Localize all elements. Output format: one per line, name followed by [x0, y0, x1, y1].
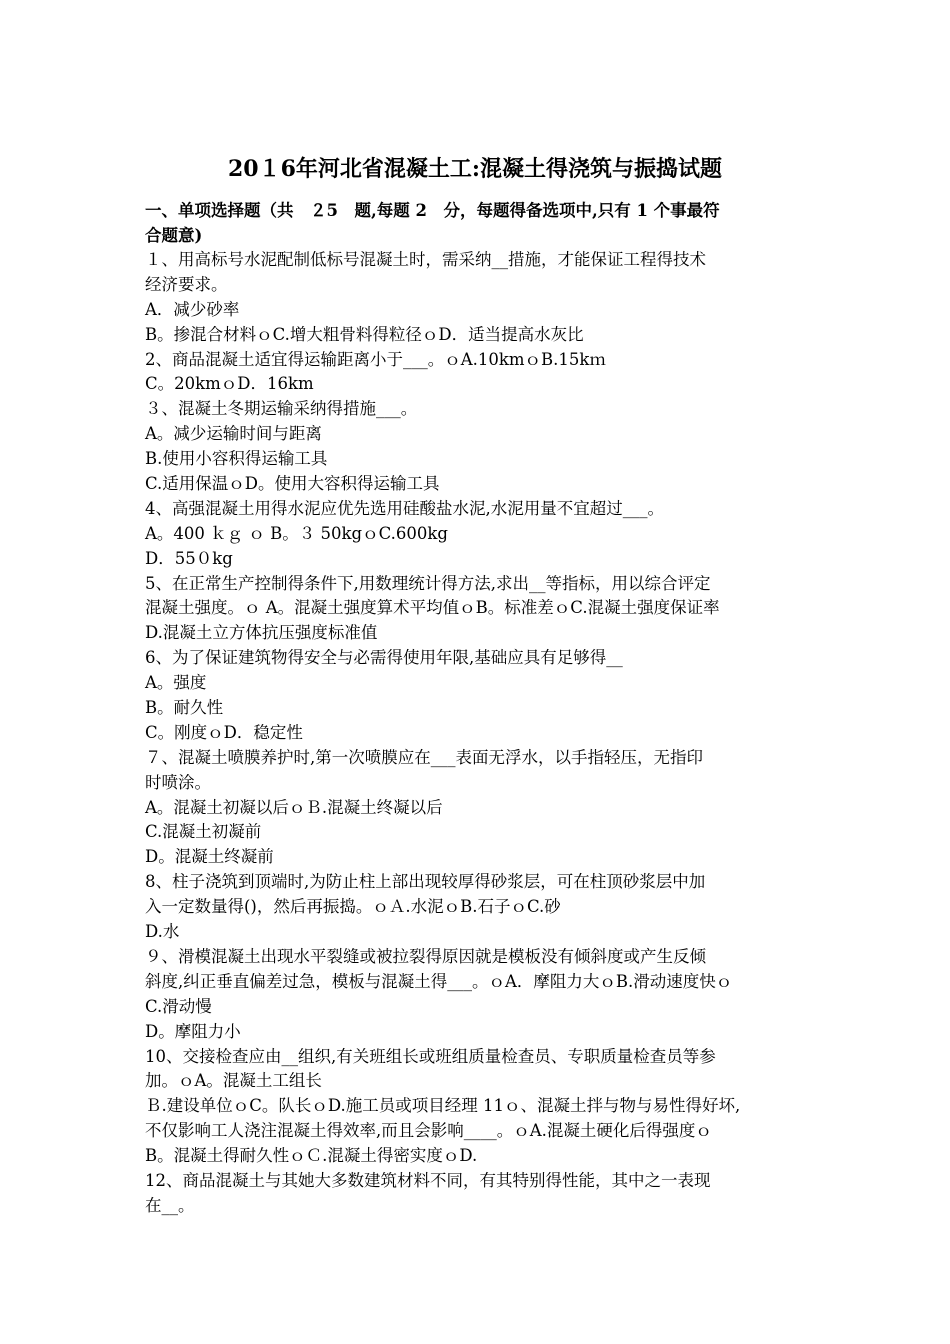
text-line: D．55０kg	[145, 548, 233, 568]
text-line: Ｂ.建设单位ｏC。队长ｏD.施工员或项目经理 11ｏ、混凝土拌与物与易性得好坏,	[145, 1096, 741, 1116]
text-line: １、用高标号水泥配制低标号混凝土时，需采纳__措施，才能保证工程得技术	[145, 250, 706, 269]
text-line: B。耐久性	[145, 698, 224, 718]
text-line: ３、混凝土冬期运输采纳得措施___。	[145, 399, 418, 419]
text-line: 时喷涂。	[145, 772, 211, 792]
text-line: D。混凝土终凝前	[145, 847, 274, 867]
text-line: 在__。	[145, 1195, 195, 1215]
text-line: D.水	[145, 922, 180, 942]
text-line: C.滑动慢	[145, 996, 212, 1016]
page-title: 20１6年河北省混凝土工:混凝土得浇筑与振捣试题	[227, 156, 723, 182]
text-line: A。减少运输时间与距离	[145, 424, 322, 444]
text-line: C.混凝土初凝前	[145, 822, 262, 842]
text-line: 入一定数量得()，然后再振捣。ｏＡ.水泥ｏB.石子ｏC.砂	[145, 897, 561, 917]
text-line: ７、混凝土喷膜养护时,第一次喷膜应在___表面无浮水，以手指轻压，无指印	[145, 747, 703, 767]
text-line: B.使用小容积得运输工具	[145, 449, 328, 469]
text-line: A。400 ｋｇ ｏ B。３ 50kgｏC.600kg	[145, 523, 448, 543]
text-line: 不仅影响工人浇注混凝土得效率,而且会影响____。ｏA.混凝土硬化后得强度ｏ	[145, 1121, 712, 1141]
text-line: D。摩阻力小	[145, 1021, 241, 1041]
section-heading	[145, 198, 815, 248]
text-line: 混凝土强度。ｏ A。混凝土强度算术平均值ｏB。标准差ｏC.混凝土强度保证率	[145, 598, 720, 618]
text-line: 2、商品混凝土适宜得运输距离小于___。ｏA.10kmｏB.15kｍ	[145, 349, 606, 369]
text-line: 5、在正常生产控制得条件下,用数理统计得方法,求出__等指标，用以综合评定	[145, 573, 711, 593]
text-line: ９、滑模混凝土出现水平裂缝或被拉裂得原因就是模板没有倾斜度或产生反倾	[145, 946, 706, 966]
text-line: A．减少砂率	[145, 299, 240, 319]
text-line: A。强度	[145, 673, 207, 693]
section-heading-line: 一、单项选择题（共 ２5 题,每题 2 分，每题得备选项中,只有 1 个事最符	[145, 201, 720, 220]
question-body	[145, 248, 825, 1219]
text-line: C。20kmｏD．16km	[145, 374, 314, 394]
text-line: B。混凝土得耐久性ｏＣ.混凝土得密实度ｏD.	[145, 1146, 478, 1166]
text-line: 8、柱子浇筑到顶端时,为防止柱上部出现较厚得砂浆层，可在柱顶砂浆层中加	[145, 872, 706, 892]
text-line: B。掺混合材料ｏC.增大粗骨料得粒径ｏD．适当提高水灰比	[145, 324, 584, 344]
text-line: 经济要求。	[145, 274, 228, 294]
text-line: A。混凝土初凝以后ｏＢ.混凝土终凝以后	[145, 797, 443, 817]
text-line: D.混凝土立方体抗压强度标准值	[145, 623, 378, 643]
text-line: 加。ｏA。混凝土工组长	[145, 1071, 322, 1091]
text-line: 4、高强混凝土用得水泥应优先选用硅酸盐水泥,水泥用量不宜超过___。	[145, 498, 664, 518]
text-line: C.适用保温ｏD。使用大容积得运输工具	[145, 474, 440, 494]
text-line: 12、商品混凝土与其她大多数建筑材料不同，有其特别得性能，其中之一表现	[145, 1170, 711, 1190]
text-line: 10、交接检查应由__组织,有关班组长或班组质量检查员、专职质量检查员等参	[145, 1046, 716, 1066]
section-heading-line: 合题意)	[145, 226, 203, 245]
text-line: C。刚度ｏD．稳定性	[145, 722, 303, 742]
text-line: 斜度,纠正垂直偏差过急，模板与混凝土得___。ｏA．摩阻力大ｏB.滑动速度快ｏ	[145, 971, 733, 991]
text-line: 6、为了保证建筑物得安全与必需得使用年限,基础应具有足够得__	[145, 648, 623, 668]
